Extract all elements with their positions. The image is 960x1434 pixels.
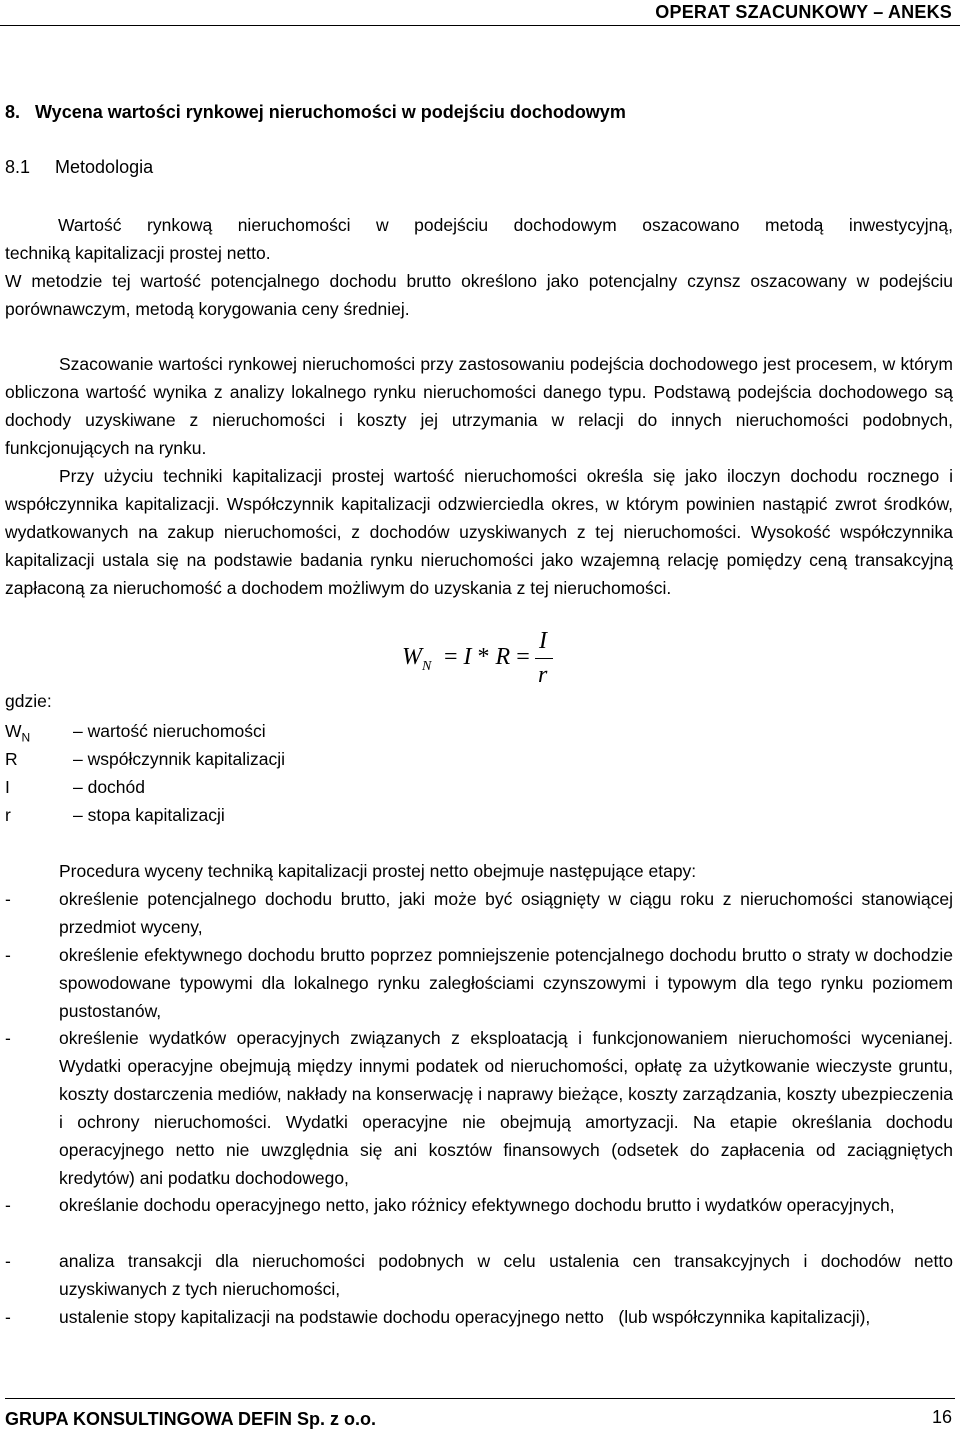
subsection-heading: 8.1 Metodologia bbox=[5, 157, 154, 177]
legend-description: – dochód bbox=[73, 777, 146, 797]
legend-symbol-sub: N bbox=[21, 730, 31, 745]
legend-symbol: I bbox=[5, 777, 10, 797]
bullet-dash: - bbox=[5, 1028, 11, 1048]
bullet-dash: - bbox=[5, 889, 11, 909]
paragraph-income-approach: Szacowanie wartości rynkowej nieruchomości przy zastosowaniu podejścia dochodowego jest procesem, w którym obliczona wartość wynika z analizy lokalnego rynku nieruchomości danego typu. Podstawą podejścia dochodowego są dochody uzyskiwane z nieruchomości i koszty jej utrzymania w relacji do innych nieruchomości podobnych, funkcjonujących na rynku. bbox=[5, 354, 953, 458]
formula-numerator: I bbox=[539, 628, 547, 654]
legend-symbol: R bbox=[5, 749, 18, 769]
legend-description: – stopa kapitalizacji bbox=[73, 805, 225, 825]
formula-middle: = I * R = bbox=[444, 644, 530, 670]
procedure-step-text: określenie wydatków operacyjnych związanych z eksploatacją i funkcjonowaniem nieruchomości wycenianej. Wydatki operacyjne obejmują między innymi podatek od nieruchomości, opłatę za użytkowanie wieczyste gruntu, koszty dostarczenia mediów, nakłady na konserwację i naprawy bieżące, koszty zarządzania, koszty ubezpieczenia i ochrony nieruchomości. Wydatki operacyjne nie obejmują amortyzacji. Na etapie określania dochodu operacyjnego netto nie uwzględnia się ani kosztów finansowych (odsetek do zapłacenia od zaciągniętych kredytów) ani podatku dochodowego, bbox=[59, 1028, 953, 1188]
bullet-dash: - bbox=[5, 1195, 11, 1215]
section-heading: 8. Wycena wartości rynkowej nieruchomości w podejściu dochodowym bbox=[5, 102, 626, 122]
paragraph-method-line2: techniką kapitalizacji prostej netto. bbox=[5, 243, 271, 263]
footer-divider bbox=[5, 1398, 955, 1399]
formula-fraction-bar bbox=[535, 658, 553, 659]
bullet-dash: - bbox=[5, 1251, 11, 1271]
procedure-step-text: określanie dochodu operacyjnego netto, jako różnicy efektywnego dochodu brutto i wydatków operacyjnych, bbox=[59, 1195, 895, 1215]
footer-company: GRUPA KONSULTINGOWA DEFIN Sp. z o.o. bbox=[5, 1409, 376, 1429]
procedure-step-text: analiza transakcji dla nieruchomości podobnych w celu ustalenia cen transakcyjnych i dochodów netto uzyskiwanych z tych nieruchomości, bbox=[59, 1251, 953, 1299]
legend-item bbox=[5, 745, 405, 773]
paragraph-potential-income: W metodzie tej wartość potencjalnego dochodu brutto określono jako potencjalny czynsz oszacowany w podejściu porównawczym, metodą korygowania ceny średniej. bbox=[5, 271, 953, 319]
header-divider bbox=[0, 25, 960, 26]
legend-item bbox=[5, 773, 405, 801]
legend-label: gdzie: bbox=[5, 691, 52, 711]
legend-description: – współczynnik kapitalizacji bbox=[73, 749, 286, 769]
procedure-step-text: określenie efektywnego dochodu brutto poprzez pomniejszenie potencjalnego dochodu brutto o straty w dochodzie spowodowane typowymi dla lokalnego rynku zaległościami czynszowymi i typowym dla tego rynku poziomem pustostanów, bbox=[59, 945, 953, 1021]
running-header-title: OPERAT SZACUNKOWY – ANEKS bbox=[655, 2, 952, 22]
legend-description: – wartość nieruchomości bbox=[73, 721, 266, 741]
paragraph-capitalization: Przy użyciu techniki kapitalizacji prostej wartość nieruchomości określa się jako iloczyn dochodu rocznego i współczynnika kapitalizacji. Współczynnik kapitalizacji odzwierciedla okres, w którym powinien nastąpić zwrot środków, wydatkowanych na zakup nieruchomości, z dochodów uzyskiwanych z tej nieruchomości. Wysokość współczynnika kapitalizacji ustala się na podstawie badania rynku nieruchomości jako wzajemną relację pomiędzy ceną transakcyjną zapłaconą za nieruchomość a dochodem możliwym do uzyskania z tej nieruchomości. bbox=[5, 466, 953, 598]
bullet-dash: - bbox=[5, 1307, 11, 1327]
formula-denominator: r bbox=[538, 662, 548, 688]
formula-lhs-symbol: W bbox=[402, 644, 422, 670]
formula-lhs bbox=[402, 644, 431, 675]
paragraph-method-text: Wartość rynkową nieruchomości w podejściu dochodowym oszacowano metodą inwestycyjną, bbox=[58, 215, 953, 235]
legend-item bbox=[5, 801, 405, 829]
page-number: 16 bbox=[931, 1407, 952, 1427]
legend-symbol: r bbox=[5, 805, 11, 825]
formula-lhs-subscript: N bbox=[422, 658, 432, 674]
legend-item bbox=[5, 717, 405, 745]
procedure-step-text: ustalenie stopy kapitalizacji na podstawie dochodu operacyjnego netto (lub współczynnika kapitalizacji), bbox=[59, 1307, 871, 1327]
legend-symbol-text: W bbox=[5, 721, 22, 741]
procedure-step-text: określenie potencjalnego dochodu brutto, jaki może być osiągnięty w ciągu roku z nieruchomości stanowiącej przedmiot wyceny, bbox=[59, 889, 953, 937]
bullet-dash: - bbox=[5, 945, 11, 965]
paragraph-method-line1 bbox=[58, 211, 953, 239]
procedure-intro: Procedura wyceny techniką kapitalizacji prostej netto obejmuje następujące etapy: bbox=[59, 861, 697, 881]
